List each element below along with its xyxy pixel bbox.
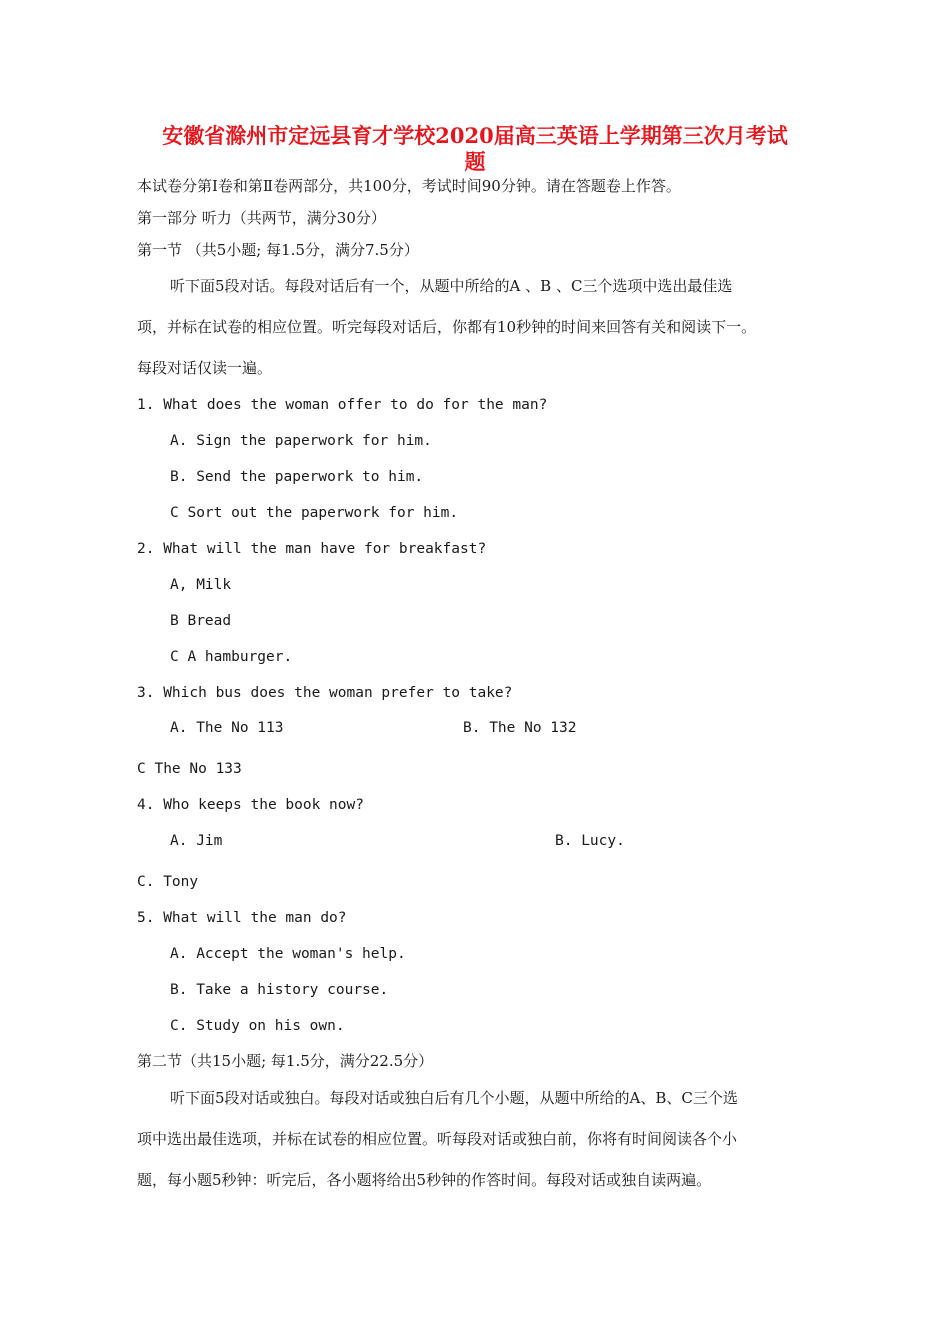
question-2-option-b: B Bread: [170, 613, 232, 629]
question-2-option-a: A, Milk: [170, 577, 232, 593]
question-5-option-c: C. Study on his own.: [170, 1018, 345, 1034]
section1-instruction-line2: 项，并标在试卷的相应位置。听完每段对话后，你都有10秒钟的时间来回答有关和阅读下一。: [137, 318, 757, 336]
part1-heading: 第一部分 听力（共两节，满分30分）: [137, 209, 386, 227]
question-2-stem: 2. What will the man have for breakfast?: [137, 541, 487, 557]
doc-title-line1: 安徽省滁州市定远县育才学校2020届高三英语上学期第三次月考试: [162, 123, 788, 148]
doc-title-line2: 题: [464, 149, 486, 174]
question-5-stem: 5. What will the man do?: [137, 910, 347, 926]
section2-instruction-line2: 项中选出最佳选项，并标在试卷的相应位置。听每段对话或独白前，你将有时间阅读各个小: [137, 1130, 738, 1148]
section1-instruction-line3: 每段对话仅读一遍。: [137, 359, 273, 377]
question-4-option-b: B. Lucy.: [555, 833, 625, 849]
question-3-option-a: A. The No 113: [170, 720, 284, 736]
section2-instruction-line3: 题，每小题5秒钟：听完后，各小题将给出5秒钟的作答时间。每段对话或独自读两遍。: [137, 1171, 712, 1189]
question-3-option-c: C The No 133: [137, 761, 242, 777]
question-5-option-a: A. Accept the woman's help.: [170, 946, 406, 962]
question-2-option-c: C A hamburger.: [170, 649, 293, 665]
question-4-option-c: C. Tony: [137, 874, 199, 890]
section1-instruction-line1: 听下面5段对话。每段对话后有一个，从题中所给的A 、B 、C三个选项中选出最佳选: [170, 277, 733, 295]
section2-instruction-line1: 听下面5段对话或独白。每段对话或独白后有几个小题，从题中所给的A、B、C三个选: [170, 1089, 738, 1107]
question-1-option-b: B. Send the paperwork to him.: [170, 469, 424, 485]
question-1-option-a: A. Sign the paperwork for him.: [170, 433, 432, 449]
question-3-option-b: B. The No 132: [463, 720, 577, 736]
question-5-option-b: B. Take a history course.: [170, 982, 389, 998]
question-4-stem: 4. Who keeps the book now?: [137, 797, 364, 813]
question-1-stem: 1. What does the woman offer to do for the man?: [137, 397, 548, 413]
intro-text: 本试卷分第Ⅰ卷和第Ⅱ卷两部分，共100分，考试时间90分钟。请在答题卷上作答。: [137, 177, 681, 195]
question-3-stem: 3. Which bus does the woman prefer to take?: [137, 685, 513, 701]
question-1-option-c: C Sort out the paperwork for him.: [170, 505, 459, 521]
section2-heading: 第二节（共15小题; 每1.5分，满分22.5分）: [137, 1052, 434, 1070]
section1-heading: 第一节 （共5小题; 每1.5分，满分7.5分）: [137, 241, 419, 259]
question-4-option-a: A. Jim: [170, 833, 223, 849]
